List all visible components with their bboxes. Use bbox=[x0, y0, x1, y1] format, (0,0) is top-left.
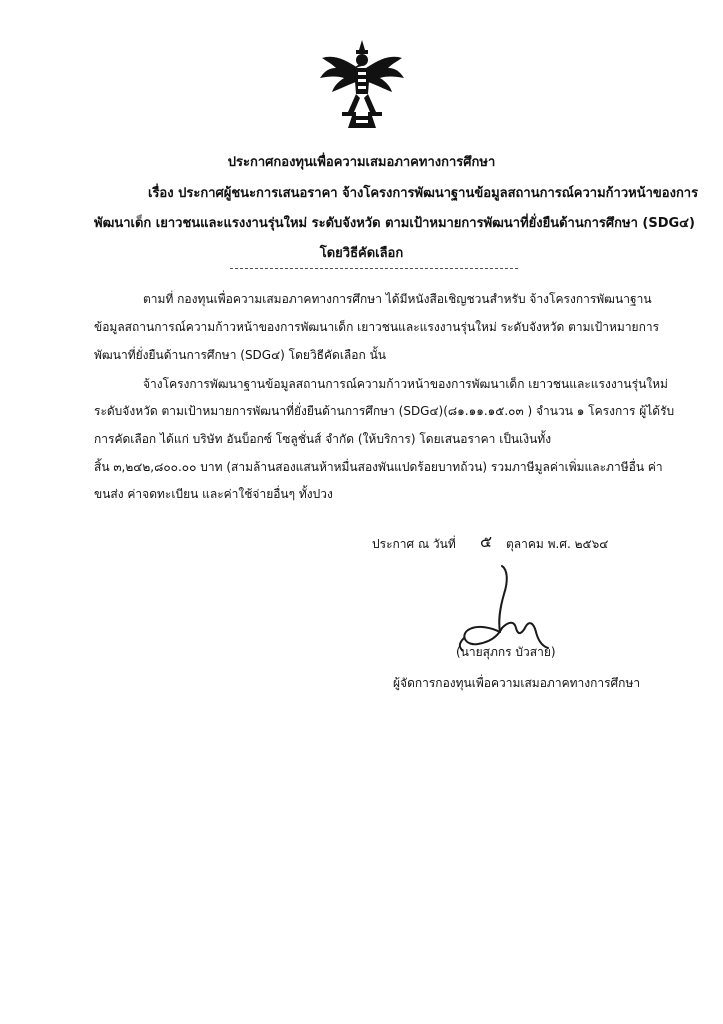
divider-line bbox=[230, 268, 518, 269]
paragraph-1-line-1: ตามที่ กองทุนเพื่อความเสมอภาคทางการศึกษา ได้มีหนังสือเชิญชวนสำหรับ จ้างโครงการพัฒนาฐาน bbox=[143, 292, 652, 306]
paragraph-2-line-2: ระดับจังหวัด ตามเป้าหมายการพัฒนาที่ยั่งยืนด้านการศึกษา (SDG๔)(๘๑.๑๑.๑๕.๐๓ ) จำนวน ๑ โครงการ ผู้ได้รับ bbox=[94, 404, 675, 418]
signer-name: (นายสุภกร บัวสาย) bbox=[456, 645, 556, 659]
paragraph-1-line-3: พัฒนาที่ยั่งยืนด้านการศึกษา (SDG๔) โดยวิธีคัดเลือก นั้น bbox=[94, 348, 386, 362]
subject-line-1: เรื่อง ประกาศผู้ชนะการเสนอราคา จ้างโครงการพัฒนาฐานข้อมูลสถานการณ์ความก้าวหน้าของการ bbox=[148, 186, 699, 201]
date-day: ๕ bbox=[480, 532, 493, 551]
paragraph-2-line-5: ขนส่ง ค่าจดทะเบียน และค่าใช้จ่ายอื่นๆ ทั้งปวง bbox=[94, 487, 333, 501]
paragraph-2-line-1: จ้างโครงการพัฒนาฐานข้อมูลสถานการณ์ความก้าวหน้าของการพัฒนาเด็ก เยาวชนและแรงงานรุ่นใหม่ bbox=[143, 377, 668, 391]
date-prefix: ประกาศ ณ วันที่ bbox=[372, 537, 456, 551]
subject-line-2: พัฒนาเด็ก เยาวชนและแรงงานรุ่นใหม่ ระดับจังหวัด ตามเป้าหมายการพัฒนาที่ยั่งยืนด้านการศึกษา (SDG๔) bbox=[94, 216, 695, 231]
paragraph-1-line-2: ข้อมูลสถานการณ์ความก้าวหน้าของการพัฒนาเด็ก เยาวชนและแรงงานรุ่นใหม่ ระดับจังหวัด ตามเป้าหมายการ bbox=[94, 320, 660, 334]
handwritten-signature bbox=[452, 562, 562, 654]
signer-position: ผู้จัดการกองทุนเพื่อความเสมอภาคทางการศึกษา bbox=[393, 676, 641, 690]
subject-line-3: โดยวิธีคัดเลือก bbox=[319, 246, 404, 261]
garuda-emblem-icon bbox=[318, 38, 406, 130]
paragraph-2-line-4: สิ้น ๓,๒๔๒,๘๐๐.๐๐ บาท (สามล้านสองแสนห้าหมื่นสองพันแปดร้อยบาทถ้วน) รวมภาษีมูลค่าเพิ่มและภาษีอื่น ค่า bbox=[94, 460, 663, 474]
paragraph-2-line-3: การคัดเลือก ได้แก่ บริษัท อันบ็อกซ์ โซลูชั่นส์ จำกัด (ให้บริการ) โดยเสนอราคา เป็นเงินทั้ง bbox=[94, 432, 552, 446]
date-month-year: ตุลาคม พ.ศ. ๒๕๖๔ bbox=[506, 537, 609, 551]
announcement-title: ประกาศกองทุนเพื่อความเสมอภาคทางการศึกษา bbox=[227, 155, 496, 170]
